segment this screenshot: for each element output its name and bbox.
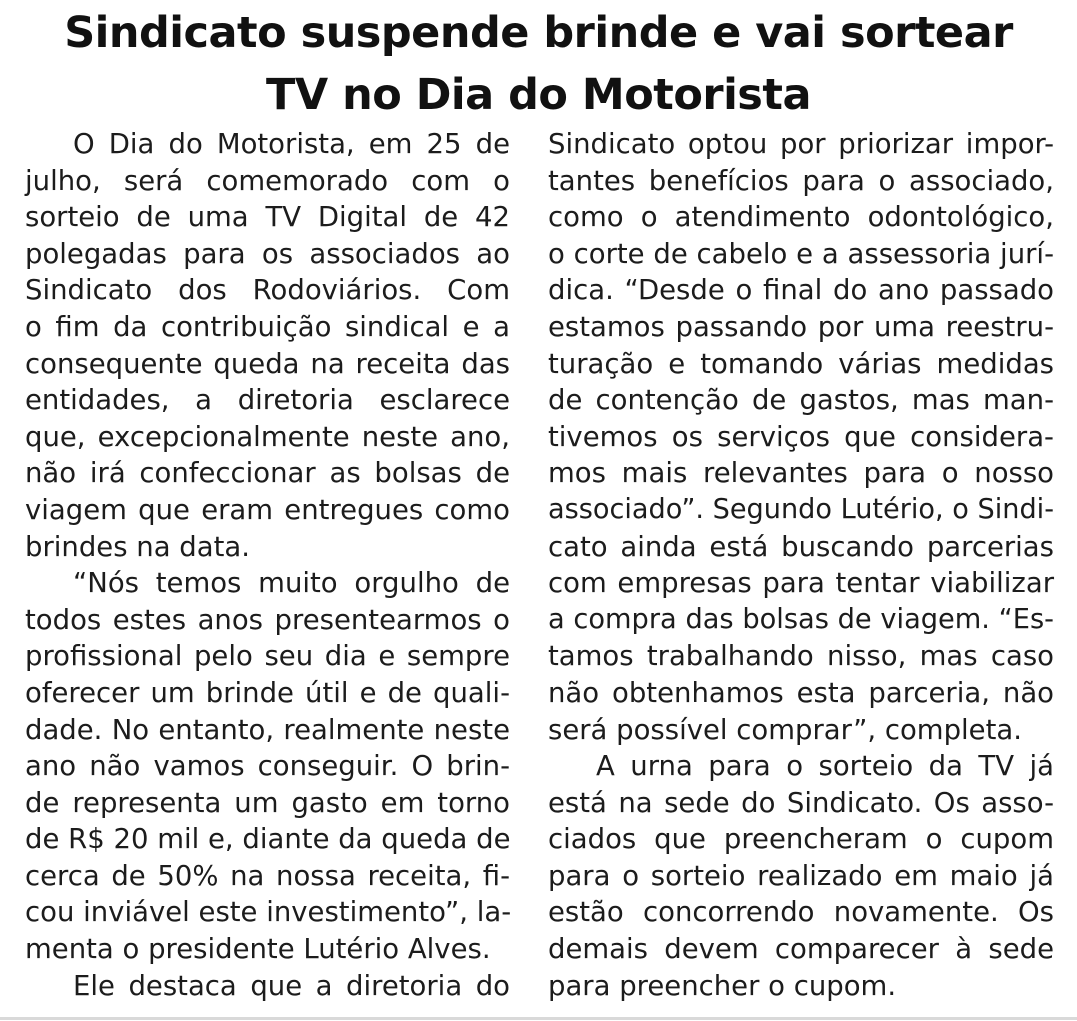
text-line: cato ainda está buscando parcerias (548, 530, 1054, 563)
headline-line-1: Sindicato suspende brinde e vai sortear (64, 8, 1013, 58)
text-line: Ele destaca que a diretoria do (73, 969, 510, 1002)
text-line: sorteio de uma TV Digital de 42 (25, 201, 510, 234)
text-line: está na sede do Sindicato. Os asso- (548, 786, 1054, 819)
headline-line-2: TV no Dia do Motorista (266, 70, 811, 120)
text-line: estamos passando por uma reestru- (548, 310, 1054, 343)
text-line: estão concorrendo novamente. Os (548, 896, 1054, 929)
text-line: o corte de cabelo e a assessoria jurí- (548, 237, 1054, 270)
text-line: não irá confeccionar as bolsas de (25, 457, 510, 490)
text-line: para o sorteio realizado em maio já (548, 859, 1054, 892)
text-line: tamos trabalhando nisso, mas caso (548, 640, 1054, 673)
text-line: de representa um gasto em torno (25, 786, 510, 819)
text-line: menta o presidente Lutério Alves. (25, 933, 491, 966)
article-column-right (548, 126, 1054, 1004)
text-line: A urna para o sorteio da TV já (596, 750, 1054, 783)
text-line: turação e tomando várias medidas (548, 347, 1054, 380)
text-line: mos mais relevantes para o nosso (548, 457, 1054, 490)
text-line: “Nós temos muito orgulho de (73, 567, 510, 600)
text-line: para preencher o cupom. (548, 969, 897, 1002)
text-line: dica. “Desde o final do ano passado (548, 274, 1054, 307)
text-line: como o atendimento odontológico, (548, 201, 1054, 234)
text-line: dade. No entanto, realmente neste (25, 713, 510, 746)
text-line: a compra das bolsas de viagem. “Es- (548, 603, 1054, 635)
text-line: de R$ 20 mil e, diante da queda de (25, 823, 511, 856)
text-line: polegadas para os associados ao (25, 237, 510, 270)
text-line: brindes na data. (25, 530, 250, 563)
text-line: viagem que eram entregues como (25, 493, 510, 526)
text-line: tantes benefícios para o associado, (548, 164, 1054, 197)
text-line: não obtenhamos esta parceria, não (548, 676, 1054, 709)
text-line: será possível comprar”, completa. (548, 713, 1022, 746)
text-line: de contenção de gastos, mas man- (548, 384, 1054, 417)
text-line: ciados que preencheram o cupom (548, 823, 1054, 856)
text-line: consequente queda na receita das (25, 347, 510, 380)
text-line: demais devem comparecer à sede (548, 933, 1054, 966)
text-line: tivemos os serviços que considera- (548, 420, 1054, 453)
text-line: ano não vamos conseguir. O brin- (25, 750, 510, 783)
text-line: associado”. Segundo Lutério, o Sindi- (548, 493, 1054, 525)
text-line: cerca de 50% na nossa receita, fi- (25, 859, 510, 892)
text-line: entidades, a diretoria esclarece (25, 384, 510, 417)
text-line: Sindicato optou por priorizar impor- (548, 128, 1054, 160)
text-line: profissional pelo seu dia e sempre (25, 640, 510, 673)
article-headline (0, 2, 1077, 126)
text-line: cou inviável este investimento”, la- (25, 896, 512, 929)
article-column-left (25, 126, 510, 1004)
text-line: Sindicato dos Rodoviários. Com (25, 274, 510, 307)
text-line: que, excepcionalmente neste ano, (25, 420, 510, 453)
text-line: com empresas para tentar viabilizar (548, 567, 1054, 600)
text-line: oferecer um brinde útil e de quali- (25, 676, 510, 709)
text-line: julho, será comemorado com o (25, 164, 510, 197)
text-line: O Dia do Motorista, em 25 de (73, 128, 510, 160)
bottom-divider (0, 1017, 1077, 1020)
text-line: o fim da contribuição sindical e a (25, 310, 510, 343)
text-line: todos estes anos presentearmos o (25, 603, 510, 636)
